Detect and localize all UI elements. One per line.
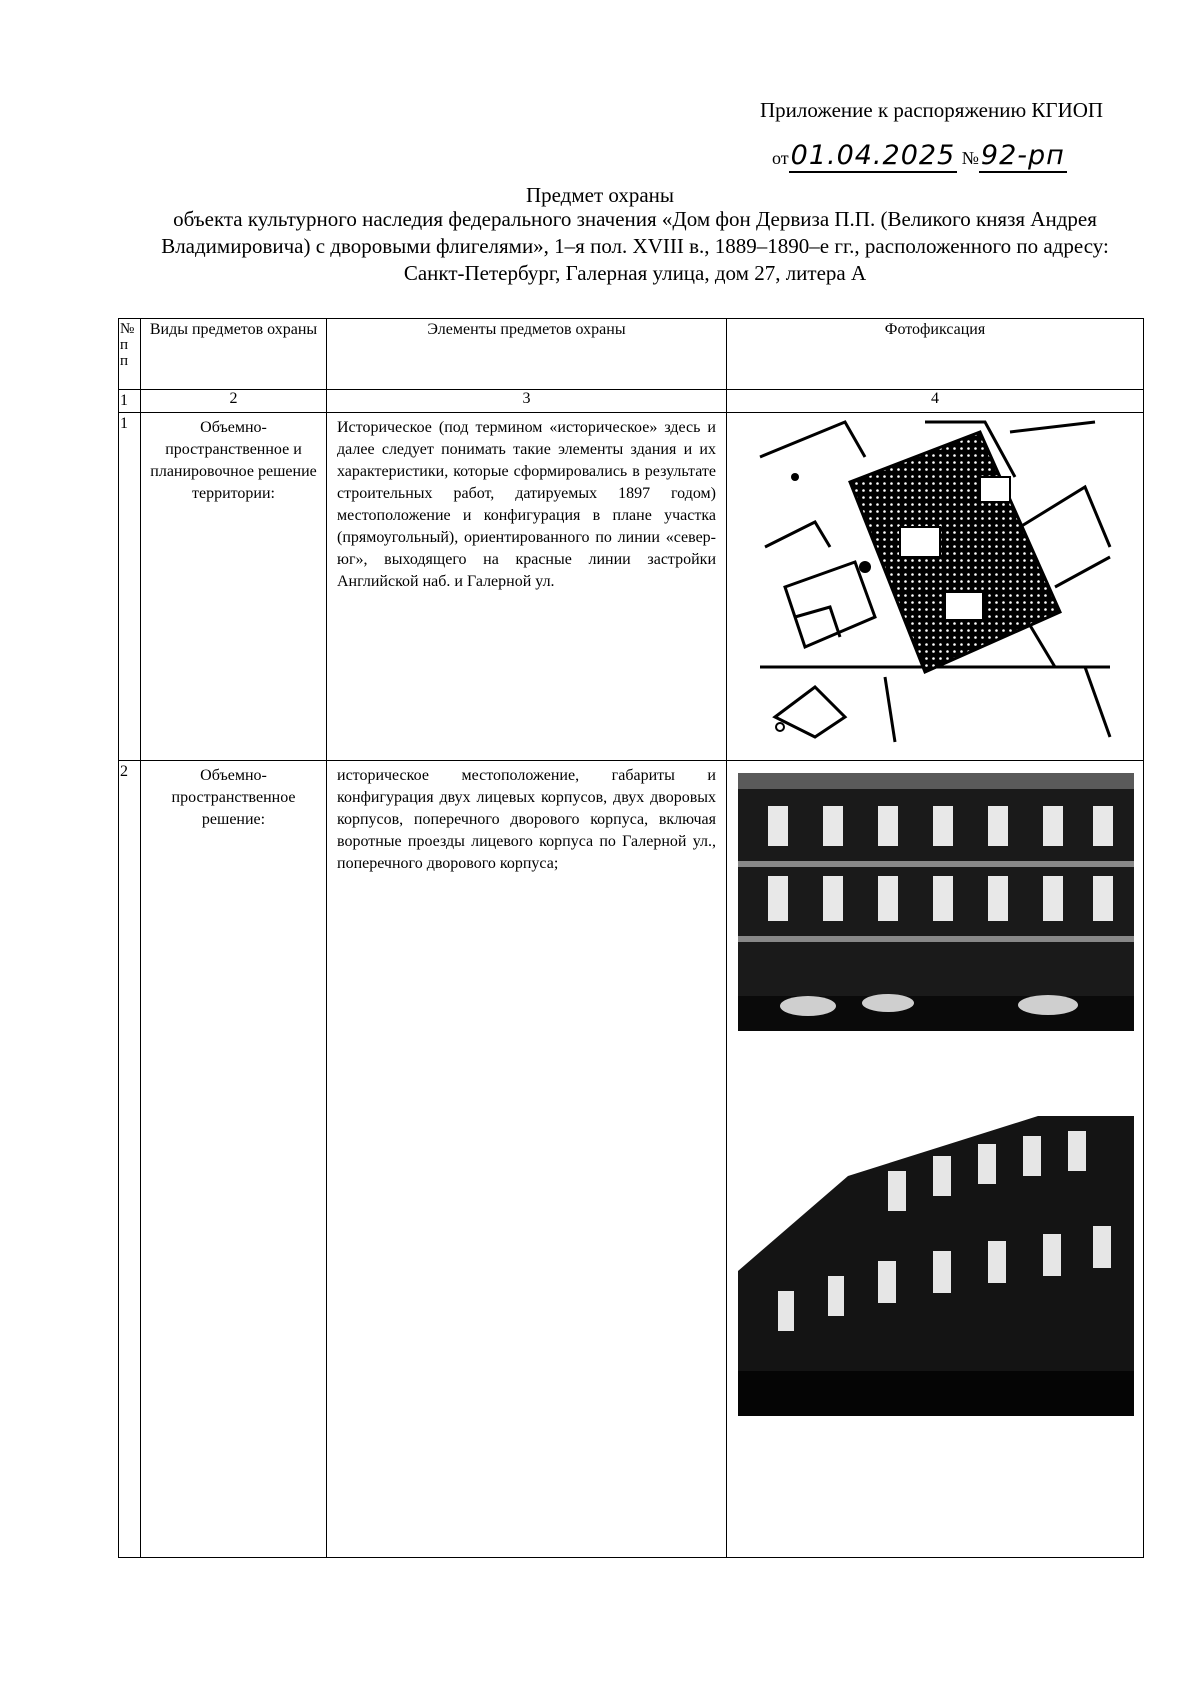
- facade-photo-galernaya: [738, 761, 1134, 1056]
- column-number: 4: [727, 390, 1144, 413]
- photo-cell: [727, 413, 1144, 761]
- order-line: [772, 140, 1067, 171]
- column-number: 3: [327, 390, 727, 413]
- protection-elements: историческое местоположение, габариты и конфигурация двух лицевых корпусов, двух дворовых корпусов, поперечного дворового корпуса, включая воротные проезды лицевого корпуса по Галерной ул., поперечного дворового корпуса;: [327, 761, 727, 1558]
- table-row: [119, 761, 1144, 1558]
- protection-elements: Историческое (под термином «историческое» здесь и далее следует понимать такие элементы здания и их характеристики, которые сформировались в результате строительных работ, датируемых 1897 годом) местоположение и конфигурация в плане участка (прямоугольный), ориентированного по линии «север-юг», выходящего на красные линии застройки Английской наб. и Галерной ул.: [327, 413, 727, 761]
- column-number: 2: [141, 390, 327, 413]
- protection-subject-table: [118, 318, 1144, 1558]
- header-kind: Виды предметов охраны: [141, 319, 327, 390]
- site-plan-map: [755, 417, 1115, 747]
- order-from-label: от: [772, 148, 789, 168]
- protection-kind: Объемно-пространственное и планировочное решение территории:: [141, 413, 327, 761]
- header-number: № п п: [119, 319, 141, 390]
- order-number-label: №: [961, 148, 979, 168]
- appendix-caption: Приложение к распоряжению КГИОП: [760, 98, 1104, 122]
- column-number: 1: [119, 390, 141, 413]
- table-header-row: [119, 319, 1144, 390]
- protection-kind: Объемно-пространственное решение:: [141, 761, 327, 1558]
- table-row: [119, 413, 1144, 761]
- row-number: 2: [119, 761, 141, 1558]
- header-photo: Фотофиксация: [727, 319, 1144, 390]
- row-number: 1: [119, 413, 141, 761]
- order-date: 01.04.2025: [790, 140, 956, 171]
- document-title: Предмет охраны: [525, 183, 675, 207]
- document-subtitle: объекта культурного наследия федерального значения «Дом фон Дервиза П.П. (Великого князя Андрея Владимировича) с дворовыми флигелями», 1–я пол. XVIII в., 1889–1890–е гг., расположенного по адресу: Санкт-Петербург, Галерная улица, дом 27, литера А: [161, 207, 1109, 285]
- table-column-number-row: [119, 390, 1144, 413]
- header-elements: Элементы предметов охраны: [327, 319, 727, 390]
- photo-cell: [727, 761, 1144, 1558]
- facade-photo-perspective: [738, 1116, 1134, 1416]
- order-number: 92-рп: [980, 140, 1065, 171]
